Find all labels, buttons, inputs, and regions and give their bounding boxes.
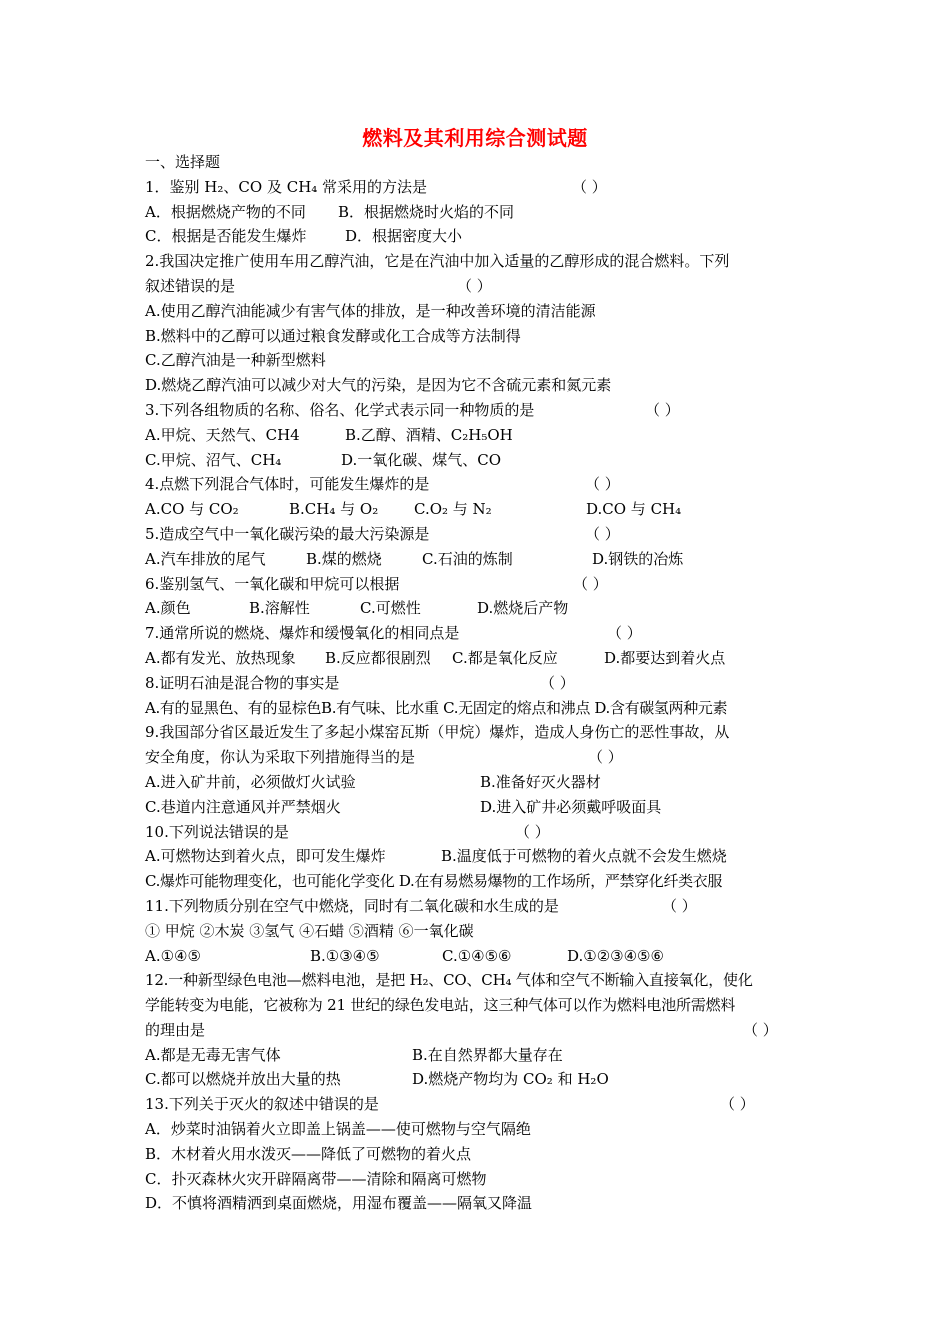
question-4-options	[145, 497, 810, 522]
question-5-stem: 5.造成空气中一氧化碳污染的最大污染源是	[145, 524, 430, 543]
answer-paren: （ ）	[645, 400, 680, 419]
option-d: D.都要达到着火点	[604, 648, 726, 667]
question-1-options-cd	[145, 224, 810, 249]
option-a: A.都有发光、放热现象	[145, 648, 296, 667]
question-6	[145, 572, 810, 597]
option-b: B.①③④⑤	[310, 946, 380, 965]
option-d: D.燃烧产物均为 CO₂ 和 H₂O	[412, 1070, 609, 1089]
question-6-stem: 6.鉴别氢气、一氧化碳和甲烷可以根据	[145, 574, 400, 593]
answer-paren: （ ）	[457, 276, 492, 295]
answer-paren: （ ）	[585, 524, 620, 543]
page-title: 燃料及其利用综合测试题	[362, 126, 588, 150]
option-c: C.都是氧化反应	[452, 648, 558, 667]
option-d: D.燃烧后产物	[477, 599, 569, 618]
question-10	[145, 820, 810, 845]
question-9-stem: 安全角度，你认为采取下列措施得当的是	[145, 748, 416, 767]
option-d: D.燃烧乙醇汽油可以减少对大气的污染，是因为它不含硫元素和氮元素	[145, 376, 612, 395]
question-10-options-cd: C.爆炸可能物理变化，也可能化学变化 D.在有易燃易爆物的工作场所，严禁穿化纤类衣服	[145, 872, 723, 891]
question-7-options	[145, 646, 810, 671]
option-a: A.①④⑤	[145, 946, 201, 965]
question-4-stem: 4.点燃下列混合气体时，可能发生爆炸的是	[145, 475, 430, 494]
question-13	[145, 1092, 810, 1117]
question-9-stem-line-1: 9.我国部分省区最近发生了多起小煤窑瓦斯（甲烷）爆炸，造成人身伤亡的恶性事故，从	[145, 723, 730, 742]
option-a: A.甲烷、天然气、CH4	[145, 425, 300, 444]
question-11-stem: 11.下列物质分别在空气中燃烧，同时有二氧化碳和水生成的是	[145, 896, 559, 915]
option-d: D.CO 与 CH₄	[586, 500, 682, 519]
option-c: C．根据是否能发生爆炸	[145, 227, 307, 246]
question-12-stem: 的理由是	[145, 1020, 206, 1039]
option-a: A.使用乙醇汽油能减少有害气体的排放，是一种改善环境的清洁能源	[145, 301, 596, 320]
question-10-options-ab	[145, 844, 810, 869]
option-a: A.颜色	[145, 599, 191, 618]
option-a: A.可燃物达到着火点，即可发生爆炸	[145, 847, 386, 866]
option-d: D．不慎将酒精洒到桌面燃烧，用湿布覆盖——隔氧又降温	[145, 1194, 533, 1213]
answer-paren: （ ）	[572, 177, 607, 196]
question-10-stem: 10.下列说法错误的是	[145, 822, 289, 841]
option-b: B.温度低于可燃物的着火点就不会发生燃烧	[441, 847, 727, 866]
section-heading: 一、选择题	[145, 153, 221, 171]
option-c: C.甲烷、沼气、CH₄	[145, 450, 282, 469]
answer-paren: （ ）	[743, 1020, 778, 1039]
option-a: A.都是无毒无害气体	[145, 1045, 281, 1064]
question-9-options-ab	[145, 770, 810, 795]
question-4	[145, 472, 810, 497]
option-b: B.煤的燃烧	[306, 549, 382, 568]
question-1	[145, 175, 810, 200]
option-a: A．根据燃烧产物的不同	[145, 202, 306, 221]
question-12-options-ab	[145, 1043, 810, 1068]
question-12-stem-line-2: 学能转变为电能，它被称为 21 世纪的绿色发电站，这三种气体可以作为燃料电池所需燃料	[145, 996, 736, 1015]
answer-paren: （ ）	[662, 896, 697, 915]
question-5	[145, 522, 810, 547]
question-9-options-cd	[145, 795, 810, 820]
question-12-stem-line-1: 12.一种新型绿色电池—燃料电池，是把 H₂、CO、CH₄ 气体和空气不断输入直接氧化，使化	[145, 971, 753, 990]
option-b: B.反应都很剧烈	[325, 648, 431, 667]
option-b: B.乙醇、酒精、C₂H₅OH	[345, 425, 513, 444]
answer-paren: （ ）	[585, 475, 620, 494]
question-2-stem: 叙述错误的是	[145, 276, 236, 295]
answer-paren: （ ）	[540, 673, 575, 692]
option-c: C.石油的炼制	[422, 549, 513, 568]
question-11	[145, 894, 810, 919]
question-1-options-ab	[145, 200, 810, 225]
option-b: B．木材着火用水泼灭——降低了可燃物的着火点	[145, 1144, 472, 1163]
question-8	[145, 671, 810, 696]
answer-paren: （ ）	[720, 1095, 755, 1114]
option-d: D.①②③④⑤⑥	[567, 946, 664, 965]
option-d: D.进入矿井必须戴呼吸面具	[480, 797, 662, 816]
question-12-options-cd	[145, 1067, 810, 1092]
question-2	[145, 274, 810, 299]
option-c: C.可燃性	[360, 599, 421, 618]
option-b: B.燃料中的乙醇可以通过粮食发酵或化工合成等方法制得	[145, 326, 521, 345]
question-12	[145, 1018, 810, 1043]
answer-paren: （ ）	[573, 574, 608, 593]
question-7-stem: 7.通常所说的燃烧、爆炸和缓慢氧化的相同点是	[145, 624, 460, 643]
option-b: B．根据燃烧时火焰的不同	[338, 202, 515, 221]
option-a: A．炒菜时油锅着火立即盖上锅盖——使可燃物与空气隔绝	[145, 1120, 531, 1139]
question-6-options	[145, 596, 810, 621]
question-7	[145, 621, 810, 646]
question-3	[145, 398, 810, 423]
question-8-options: A.有的显黑色、有的显棕色B.有气味、比水重 C.无固定的熔点和沸点 D.含有碳氢两种元素	[145, 698, 728, 717]
option-b: B.CH₄ 与 O₂	[289, 500, 379, 519]
question-3-stem: 3.下列各组物质的名称、俗名、化学式表示同一种物质的是	[145, 400, 535, 419]
question-3-options-cd	[145, 448, 810, 473]
question-1-stem: 1．鉴别 H₂、CO 及 CH₄ 常采用的方法是	[145, 177, 428, 196]
option-d: D.一氧化碳、煤气、CO	[341, 450, 502, 469]
option-a: A.汽车排放的尾气	[145, 549, 266, 568]
option-c: C.巷道内注意通风并严禁烟火	[145, 797, 341, 816]
option-c: C.都可以燃烧并放出大量的热	[145, 1070, 341, 1089]
option-a: A.进入矿井前，必须做灯火试验	[145, 772, 356, 791]
option-b: B.溶解性	[249, 599, 310, 618]
question-13-stem: 13.下列关于灭火的叙述中错误的是	[145, 1095, 379, 1114]
question-list	[145, 150, 810, 1216]
option-c: C.①④⑤⑥	[442, 946, 512, 965]
option-c: C.O₂ 与 N₂	[414, 500, 492, 519]
option-a: A.CO 与 CO₂	[145, 500, 239, 519]
question-8-stem: 8.证明石油是混合物的事实是	[145, 673, 340, 692]
question-5-options	[145, 547, 810, 572]
answer-paren: （ ）	[515, 822, 550, 841]
question-3-options-ab	[145, 423, 810, 448]
option-c: C.乙醇汽油是一种新型燃料	[145, 351, 326, 370]
option-b: B.在自然界都大量存在	[412, 1045, 563, 1064]
question-2-stem-line-1: 2.我国决定推广使用车用乙醇汽油，它是在汽油中加入适量的乙醇形成的混合燃料。下列	[145, 252, 730, 271]
question-11-items: ① 甲烷 ②木炭 ③氢气 ④石蜡 ⑤酒精 ⑥一氧化碳	[145, 921, 474, 940]
option-d: D．根据密度大小	[345, 227, 463, 246]
question-11-options	[145, 944, 810, 969]
question-9	[145, 745, 810, 770]
option-d: D.钢铁的冶炼	[592, 549, 684, 568]
answer-paren: （ ）	[607, 624, 642, 643]
answer-paren: （ ）	[588, 748, 623, 767]
option-b: B.准备好灭火器材	[480, 772, 601, 791]
option-c: C．扑灭森林火灾开辟隔离带——清除和隔离可燃物	[145, 1169, 487, 1188]
